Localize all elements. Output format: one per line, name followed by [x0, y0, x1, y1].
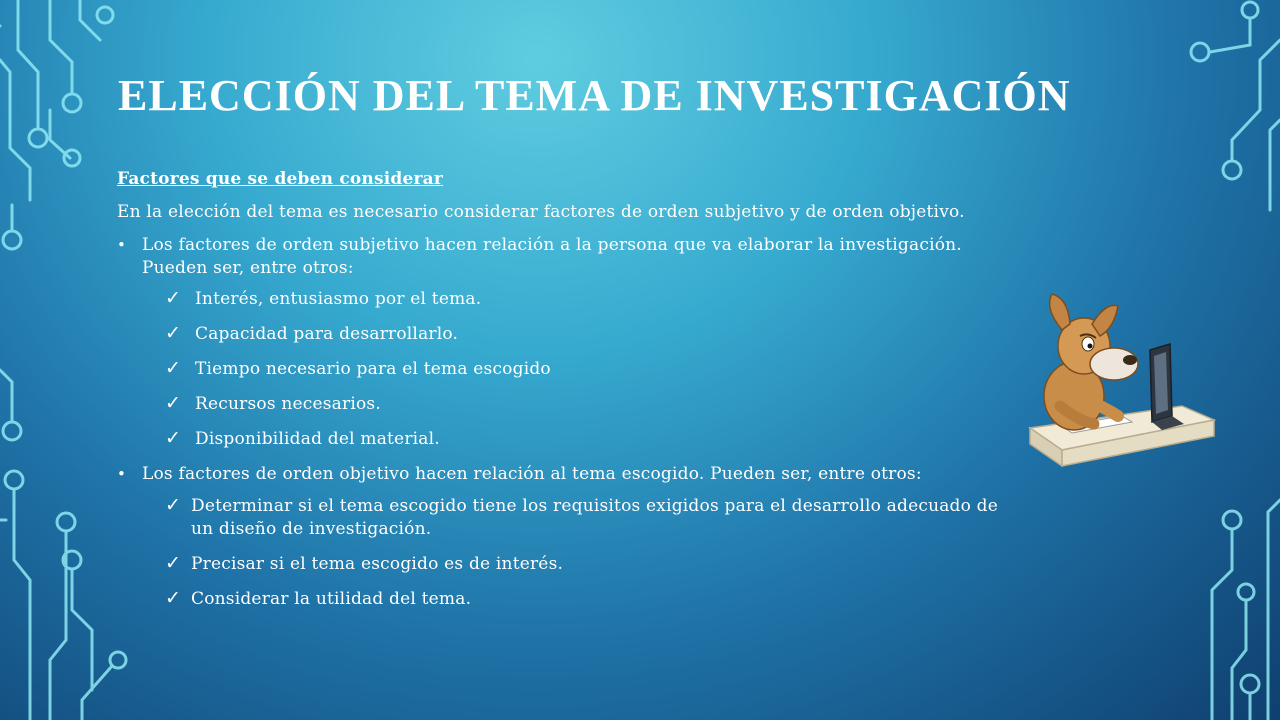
- list-item-text: Interés, entusiasmo por el tema.: [195, 289, 482, 309]
- list-item: [165, 428, 1127, 451]
- dog-at-computer-illustration: [1022, 288, 1222, 474]
- list-item-text: Capacidad para desarrollarlo.: [195, 324, 459, 344]
- section-subheading: Factores que se deben considerar: [117, 169, 444, 189]
- list-item-text: Considerar la utilidad del tema.: [191, 589, 472, 609]
- checkmark-icon: ✓: [165, 357, 182, 379]
- slide-title: ELECCIÓN DEL TEMA DE INVESTIGACIÓN: [118, 71, 1071, 120]
- checkmark-icon: ✓: [165, 552, 182, 574]
- checkmark-icon: ✓: [165, 494, 182, 516]
- subjective-factors-list: [165, 288, 1127, 451]
- bullet-marker: •: [117, 465, 127, 483]
- intro-paragraph: En la elección del tema es necesario considerar factores de orden subjetivo y de orden objetivo.: [117, 202, 965, 222]
- list-item: [165, 393, 1127, 416]
- bullet-text-line: Pueden ser, entre otros:: [142, 258, 354, 278]
- checkmark-icon: ✓: [165, 287, 182, 309]
- bullet-marker: •: [117, 236, 127, 254]
- bullet-subjective: [117, 234, 1127, 280]
- list-item-text: Determinar si el tema escogido tiene los requisitos exigidos para el desarrollo adecuado de: [191, 496, 999, 516]
- bullet-text-line: Los factores de orden objetivo hacen relación al tema escogido. Pueden ser, entre otros:: [142, 464, 922, 484]
- list-item: [165, 288, 1127, 311]
- list-item: [165, 358, 1127, 381]
- list-item: [165, 323, 1127, 346]
- list-item-text: Precisar si el tema escogido es de interés.: [191, 554, 564, 574]
- list-item-text: Tiempo necesario para el tema escogido: [195, 359, 551, 379]
- checkmark-icon: ✓: [165, 427, 182, 449]
- slide-content: [117, 168, 1127, 623]
- checkmark-icon: ✓: [165, 392, 182, 414]
- checkmark-icon: ✓: [165, 322, 182, 344]
- list-item-text: Recursos necesarios.: [195, 394, 381, 414]
- list-item: [165, 588, 1127, 611]
- bullet-objective: [117, 463, 1127, 486]
- checkmark-icon: ✓: [165, 587, 182, 609]
- bullet-text-line: Los factores de orden subjetivo hacen relación a la persona que va elaborar la investigación.: [142, 235, 962, 255]
- list-item-text: Disponibilidad del material.: [195, 429, 440, 449]
- list-item-text: un diseño de investigación.: [191, 519, 432, 539]
- objective-factors-list: [165, 495, 1127, 611]
- list-item: [165, 553, 1127, 576]
- list-item: [165, 495, 1127, 541]
